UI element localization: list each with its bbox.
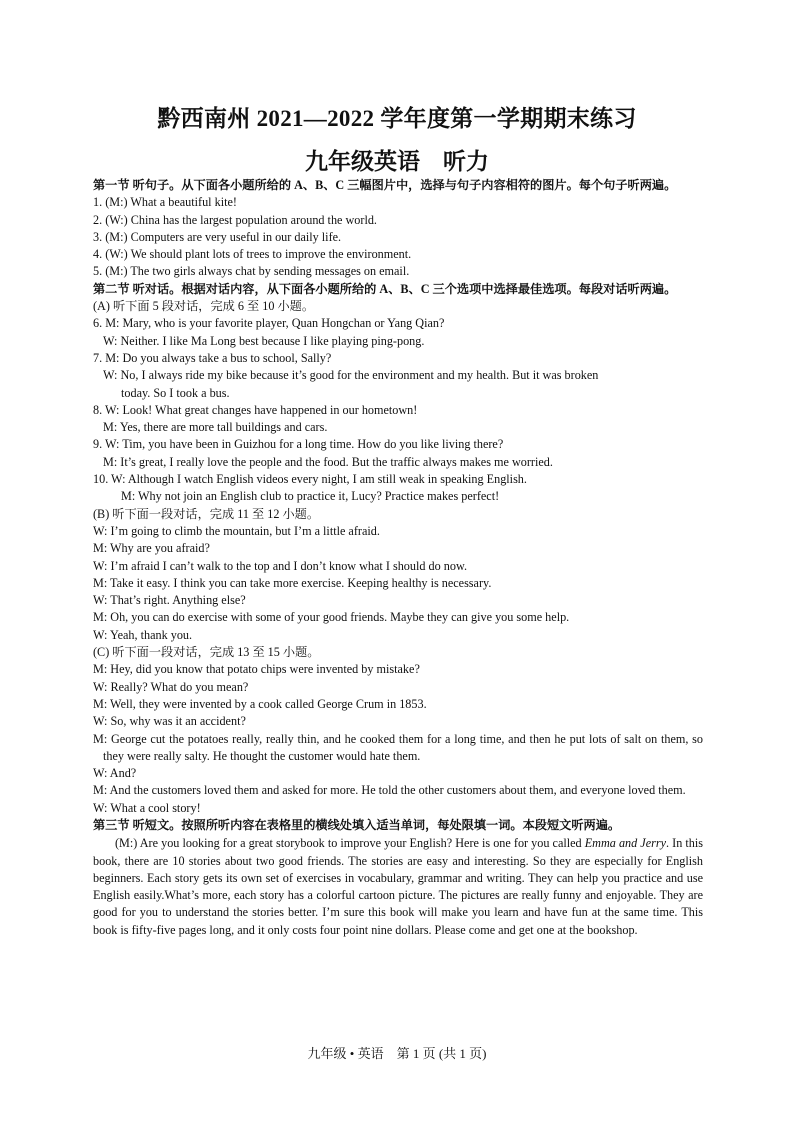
q6-line-2: W: Neither. I like Ma Long best because I like playing ping-pong. [103, 333, 425, 348]
part-a-intro: (A) 听下面 5 段对话，完成 6 至 10 小题。 [93, 299, 315, 314]
s1-item-1: 1. (M:) What a beautiful kite! [93, 195, 237, 210]
passage-text-end: . In this book, there are 10 stories about two good friends. The stories are easy and interesting. So they are especially for English beginners. Each story gets its own set of exercises in vocabulary, grammar and writing. They can help you practice and use English easily.What’s more, each story has a colorful cartoon picture. The pictures are really funny and enjoyable. They are good for you to understand the stories better. I’m sure this book will make you learn and have fun at the same time. This book is fifty-five pages long, and it only costs four point nine dollars. Please come and get one at the bookshop. [93, 836, 704, 937]
book-title: Emma and Jerry [584, 836, 667, 851]
part-b-line: M: Take it easy. I think you can take more exercise. Keeping healthy is necessary. [93, 575, 492, 590]
q9-line-1: 9. W: Tim, you have been in Guizhou for a long time. How do you like living there? [93, 437, 504, 452]
passage-text-start: (M:) Are you looking for a great storybook to improve your English? Here is one for you called [115, 836, 585, 851]
part-c-line: W: What a cool story! [93, 800, 201, 815]
q10-line-2: M: Why not join an English club to practice it, Lucy? Practice makes perfect! [121, 489, 500, 504]
part-b-line: W: Yeah, thank you. [93, 627, 193, 642]
q9-line-2: M: It’s great, I really love the people and the food. But the traffic always makes me worried. [103, 454, 553, 469]
q7-line-2: W: No, I always ride my bike because it’s good for the environment and my health. But it was broken [103, 368, 599, 383]
section-2-heading: 第二节 听对话。根据对话内容，从下面各小题所给的 A、B、C 三个选项中选择最佳选项。每段对话听两遍。 [93, 281, 677, 296]
q10-line-1: 10. W: Although I watch English videos every night, I am still weak in speaking English. [93, 472, 527, 487]
page-subtitle: 九年级英语 听力 [305, 149, 489, 174]
q7-line-1: 7. M: Do you always take a bus to school, Sally? [93, 350, 332, 365]
page-title: 黔西南州 2021—2022 学年度第一学期期末练习 [157, 106, 637, 131]
part-b-line: W: That’s right. Anything else? [93, 593, 246, 608]
part-b-line: M: Why are you afraid? [93, 541, 210, 556]
part-c-line: M: And the customers loved them and asked for more. He told the other customers about them, and everyone loved them. [93, 783, 686, 798]
q8-line-1: 8. W: Look! What great changes have happened in our hometown! [93, 402, 418, 417]
passage-paragraph [93, 835, 703, 939]
part-c-line: W: Really? What do you mean? [93, 679, 249, 694]
s1-item-5: 5. (M:) The two girls always chat by sending messages on email. [93, 264, 410, 279]
part-b-intro: (B) 听下面一段对话，完成 11 至 12 小题。 [93, 506, 320, 521]
s1-item-4: 4. (W:) We should plant lots of trees to improve the environment. [93, 247, 412, 262]
part-b-line: M: Oh, you can do exercise with some of your good friends. Maybe they can give you some help. [93, 610, 570, 625]
q8-line-2: M: Yes, there are more tall buildings and cars. [103, 420, 328, 435]
exam-content [93, 177, 703, 939]
section-1-heading: 第一节 听句子。从下面各小题所给的 A、B、C 三幅图片中，选择与句子内容相符的图片。每个句子听两遍。 [93, 178, 677, 192]
part-c-line: W: And? [93, 766, 137, 781]
q6-line-1: 6. M: Mary, who is your favorite player, Quan Hongchan or Yang Qian? [93, 316, 445, 331]
part-b-line: W: I’m afraid I can’t walk to the top and I don’t know what I should do now. [93, 558, 468, 573]
part-c-intro: (C) 听下面一段对话，完成 13 至 15 小题。 [93, 645, 320, 660]
s1-item-3: 3. (M:) Computers are very useful in our daily life. [93, 229, 342, 244]
part-c-line: M: George cut the potatoes really, really thin, and he cooked them for a long time, and then he put lots of salt on them, so they were really salty. He thought the customer would hate them. [93, 731, 703, 763]
s1-item-2: 2. (W:) China has the largest population around the world. [93, 212, 377, 227]
part-c-line: W: So, why was it an accident? [93, 714, 246, 729]
part-c-line: M: Hey, did you know that potato chips were invented by mistake? [93, 662, 420, 677]
section-3-heading: 第三节 听短文。按照所听内容在表格里的横线处填入适当单词，每处限填一词。本段短文听两遍。 [93, 817, 621, 832]
part-b-line: W: I’m going to climb the mountain, but I’m a little afraid. [93, 523, 380, 538]
q7-line-3: today. So I took a bus. [121, 385, 230, 400]
page-footer: 九年级 • 英语 第 1 页 (共 1 页) [307, 1046, 487, 1061]
part-c-line: M: Well, they were invented by a cook called George Crum in 1853. [93, 696, 427, 711]
